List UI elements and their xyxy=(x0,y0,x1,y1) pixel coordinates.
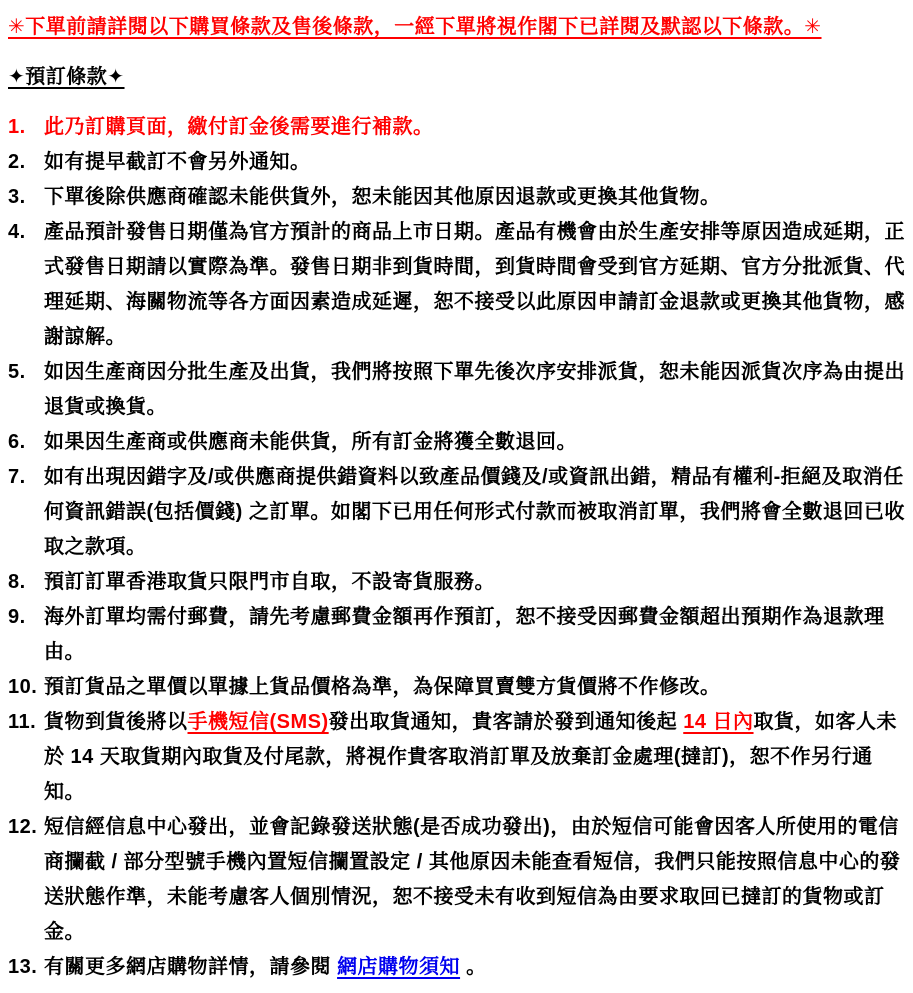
term-segment: 海外訂單均需付郵費，請先考慮郵費金額再作預訂，恕不接受因郵費金額超出預期作為退款理由。 xyxy=(44,606,885,663)
highlighted-red-text: 14 日內 xyxy=(683,711,754,733)
term-text xyxy=(44,956,487,978)
terms-list xyxy=(8,110,907,985)
term-text xyxy=(44,676,721,698)
term-text xyxy=(44,816,900,943)
pre-order-notice-banner: ✳下單前請詳閱以下購買條款及售後條款，一經下單將視作閣下已詳閱及默認以下條款。✳ xyxy=(8,16,822,38)
term-text xyxy=(44,711,897,803)
term-text xyxy=(44,606,885,663)
term-segment: 此乃訂購頁面，繳付訂金後需要進行補款。 xyxy=(44,116,434,138)
term-item-10 xyxy=(8,670,907,705)
term-number: 8. xyxy=(8,571,26,593)
term-segment: 如有出現因錯字及/或供應商提供錯資料以致產品價錢及/或資訊出錯，精品有權利-拒絕及取消任何資訊錯誤(包括價錢) 之訂單。如閣下已用任何形式付款而被取消訂單，我們將會全數退回已收取之款項。 xyxy=(44,466,905,558)
term-text xyxy=(44,186,721,208)
term-text xyxy=(44,431,577,453)
term-item-4 xyxy=(8,215,907,355)
term-item-3 xyxy=(8,180,907,215)
term-segment: 下單後除供應商確認未能供貨外，恕未能因其他原因退款或更換其他貨物。 xyxy=(44,186,721,208)
term-item-1 xyxy=(8,110,907,145)
term-segment: 如有提早截訂不會另外通知。 xyxy=(44,151,311,173)
term-segment: 預訂貨品之單價以單據上貨品價格為準，為保障買賣雙方貨價將不作修改。 xyxy=(44,676,721,698)
term-number: 12. xyxy=(8,816,38,838)
term-number: 6. xyxy=(8,431,26,453)
term-text xyxy=(44,221,905,348)
highlighted-red-text: 手機短信(SMS) xyxy=(187,711,329,733)
term-item-2 xyxy=(8,145,907,180)
term-number: 11. xyxy=(8,711,37,733)
term-segment: 短信經信息中心發出，並會記錄發送狀態(是否成功發出)，由於短信可能會因客人所使用的電信商攔截 / 部分型號手機內置短信攔置設定 / 其他原因未能查看短信，我們只能按照信息中心的發送狀態作準，未能考慮客人個別情況，恕不接受未有收到短信為由要求取回已撻訂的貨物或訂金。 xyxy=(44,816,901,943)
term-number: 13. xyxy=(8,956,38,978)
term-number: 10. xyxy=(8,676,38,698)
shopping-guide-link[interactable]: 網店購物須知 xyxy=(337,956,461,978)
term-item-11 xyxy=(8,705,907,810)
term-number: 3. xyxy=(8,186,26,208)
term-text xyxy=(44,466,905,558)
term-number: 9. xyxy=(8,606,26,628)
term-item-12 xyxy=(8,810,907,950)
term-item-8 xyxy=(8,565,907,600)
term-number: 4. xyxy=(8,221,26,243)
term-segment: 貨物到貨後將以 xyxy=(44,711,188,733)
term-number: 7. xyxy=(8,466,26,488)
term-segment: 如因生產商因分批生產及出貨，我們將按照下單先後次序安排派貨，恕未能因派貨次序為由提出退貨或換貨。 xyxy=(44,361,905,418)
term-text xyxy=(44,151,311,173)
term-item-7 xyxy=(8,460,907,565)
term-text xyxy=(44,361,905,418)
term-segment: 取貨，如客人未於 14 天取貨期內取貨及付尾款，將視作貴客取消訂單及放棄訂金處理(撻訂)，恕不作另行通知。 xyxy=(44,711,898,803)
term-item-5 xyxy=(8,355,907,425)
term-number: 5. xyxy=(8,361,26,383)
term-number: 1. xyxy=(8,116,26,138)
term-text xyxy=(44,571,495,593)
term-number: 2. xyxy=(8,151,26,173)
term-item-13 xyxy=(8,950,907,985)
term-segment: 發出取貨通知，貴客請於發到通知後起 xyxy=(328,711,684,733)
term-item-6 xyxy=(8,425,907,460)
term-item-9 xyxy=(8,600,907,670)
term-segment: 產品預計發售日期僅為官方預計的商品上市日期。產品有機會由於生產安排等原因造成延期，正式發售日期請以實際為準。發售日期非到貨時間，到貨時間會受到官方延期、官方分批派貨、代理延期、海關物流等各方面因素造成延遲，恕不接受以此原因申請訂金退款或更換其他貨物，感謝諒解。 xyxy=(44,221,905,348)
term-segment: 如果因生產商或供應商未能供貨，所有訂金將獲全數退回。 xyxy=(44,431,577,453)
section-heading: ✦預訂條款✦ xyxy=(8,66,125,88)
term-segment: 預訂訂單香港取貨只限門市自取，不設寄貨服務。 xyxy=(44,571,495,593)
term-segment: 。 xyxy=(460,956,487,978)
term-segment: 有關更多網店購物詳情，請參閱 xyxy=(44,956,338,978)
term-text xyxy=(44,116,434,138)
